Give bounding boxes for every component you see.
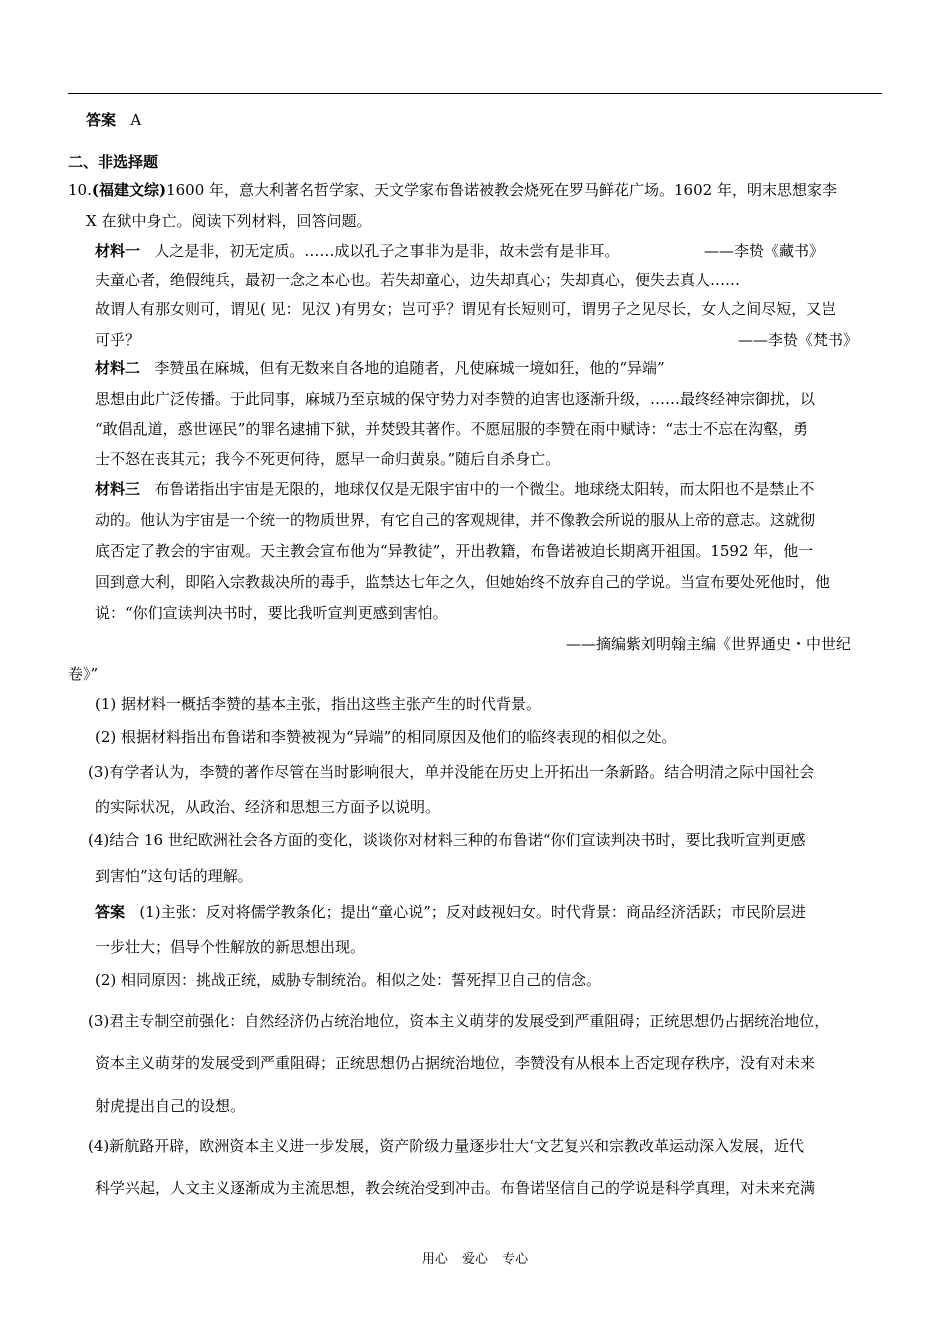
material2-label: 材料二 [95,359,141,377]
material3-citation-2: 卷》” [68,665,99,683]
answer-1-line-2: 一步壮大；倡导个性解放的新思想出现。 [95,938,366,956]
question-4-line-1: (4)结合 16 世纪欧洲社会各方面的变化，谈谈你对材料三种的布鲁诺“你们宣读判决书时，要比我听宣判更感 [88,831,806,849]
material2-line-4: 士不怒在丧其元；我今不死更何待，愿早一命归黄泉。”随后自杀身亡。 [95,450,561,468]
question-4-line-2: 到害怕”这句话的理解。 [95,867,253,885]
material1-line-4: 可乎？ [95,331,141,349]
answer-3-line-3: 射虎提出自己的设想。 [95,1097,246,1115]
material2-line-2: 思想由此广泛传播。于此同事，麻城乃至京城的保守势力对李赞的迫害也逐渐升级，……最终经神宗御扰，以 [95,390,816,408]
answer-label: 答案 [95,903,126,921]
section-title: 二、非选择题 [68,153,159,171]
page-footer [0,1248,950,1267]
material2-line-1 [95,358,665,378]
question-1: (1) 据材料一概括李赞的基本主张，指出这些主张产生的时代背景。 [95,695,542,713]
material2-line-3: “敢倡乱道，惑世诬民”的罪名逮捕下狱，并焚毁其著作。不愿屈服的李赞在雨中赋诗：“志士不忘在沟壑，勇 [95,420,809,438]
question-3-line-2: 的实际状况，从政治、经济和思想三方面予以说明。 [95,798,441,816]
material3-label: 材料三 [95,480,141,498]
material3-line-5: 说：“你们宣读判决书时，要比我听宣判更感到害怕。 [95,604,448,622]
question-intro: 1600 年，意大利著名哲学家、天文学家布鲁诺被教会烧死在罗马鲜花广场。1602 年，明末思想家李 [166,181,837,199]
answer-top-value: A [130,111,142,129]
answer-3-line-2: 资本主义萌芽的发展受到严重阻碍；正统思想仍占据统治地位，李赞没有从根本上否定现存秩序，没有对未来 [95,1054,816,1072]
material3-citation-1: ——摘编紫刘明翰主编《世界通史・中世纪 [566,635,852,653]
material1-citation-1: ——李贽《藏书》 [704,242,825,260]
material3-line-3: 底否定了教会的宇宙观。天主教会宣布他为“异教徒”，开出教籍，布鲁诺被迫长期离开祖国。1592 年，他一 [95,542,814,560]
question-number: 10. [68,181,92,199]
header-rule [68,93,882,94]
question-line-1 [68,180,837,200]
material3-line-4: 回到意大利，即陷入宗教裁决所的毒手，监禁达七年之久，但她始终不放弃自己的学说。当宣布要处死他时，他 [95,573,831,591]
footer-item: 用心 [421,1252,448,1267]
answer-1-text-1: (1)主张：反对将儒学教条化；提出“童心说”；反对歧视妇女。时代背景：商品经济活跃；市民阶层进 [139,903,806,921]
material2-text-1: 李赞虽在麻城，但有无数来自各地的追随者，凡使麻城一境如狂，他的“异端” [154,359,665,377]
answer-1-line-1 [95,902,806,922]
question-2: (2) 根据材料指出布鲁诺和李赞被视为“异端”的相同原因及他们的临终表现的相似之处。 [95,728,677,746]
answer-4-line-1: (4)新航路开辟，欧洲资本主义进一步发展，资产阶级力量逐步壮大‘文艺复兴和宗教改革运动深入发展，近代 [88,1137,805,1155]
material1-line-2: 夫童心者，绝假纯兵，最初一念之本心也。若失却童心，边失却真心；失却真心，便失去真人…… [95,271,741,289]
material3-line-1 [95,479,814,499]
answer-3-line-1: (3)君主专制空前强化：自然经济仍占统治地位，资本主义萌芽的发展受到严重阻碍；正统思想仍占据统治地位， [88,1012,830,1030]
answer-4-line-2: 科学兴起，人文主义逐渐成为主流思想，教会统治受到冲击。布鲁诺坚信自己的学说是科学真理，对未来充满 [95,1179,816,1197]
material1-line-3: 故谓人有那女则可，谓见( 见：见汉 )有男女；岂可乎？谓见有长短则可，谓男子之见尽长，女人之间尽短，又岂 [95,300,837,318]
footer-item: 爱心 [461,1252,488,1267]
answer-top-label: 答案 [86,111,117,129]
material1-label: 材料一 [95,242,141,260]
answer-top [86,110,141,130]
answer-2: (2) 相同原因：挑战正统，威胁专制统治。相似之处：誓死捍卫自己的信念。 [95,971,602,989]
question-source: (福建文综) [91,181,167,199]
footer-item: 专心 [502,1252,529,1267]
material1-line-1 [95,241,619,261]
question-line-2: X 在狱中身亡。阅读下列材料，回答问题。 [86,212,372,230]
material3-line-2: 动的。他认为宇宙是一个统一的物质世界，有它自己的客观规律，并不像教会所说的服从上帝的意志。这就彻 [95,511,816,529]
material1-text-1: 人之是非，初无定质。……成以孔子之事非为是非，故未尝有是非耳。 [154,242,620,260]
material1-citation-2: ——李贽《梵书》 [738,331,859,349]
question-3-line-1: (3)有学者认为，李赞的著作尽管在当时影响很大，单并没能在历史上开拓出一条新路。结合明清之际中国社会 [88,763,815,781]
material3-text-1: 布鲁诺指出宇宙是无限的，地球仅仅是无限宇宙中的一个微尘。地球绕太阳转，而太阳也不是禁止不 [154,480,815,498]
